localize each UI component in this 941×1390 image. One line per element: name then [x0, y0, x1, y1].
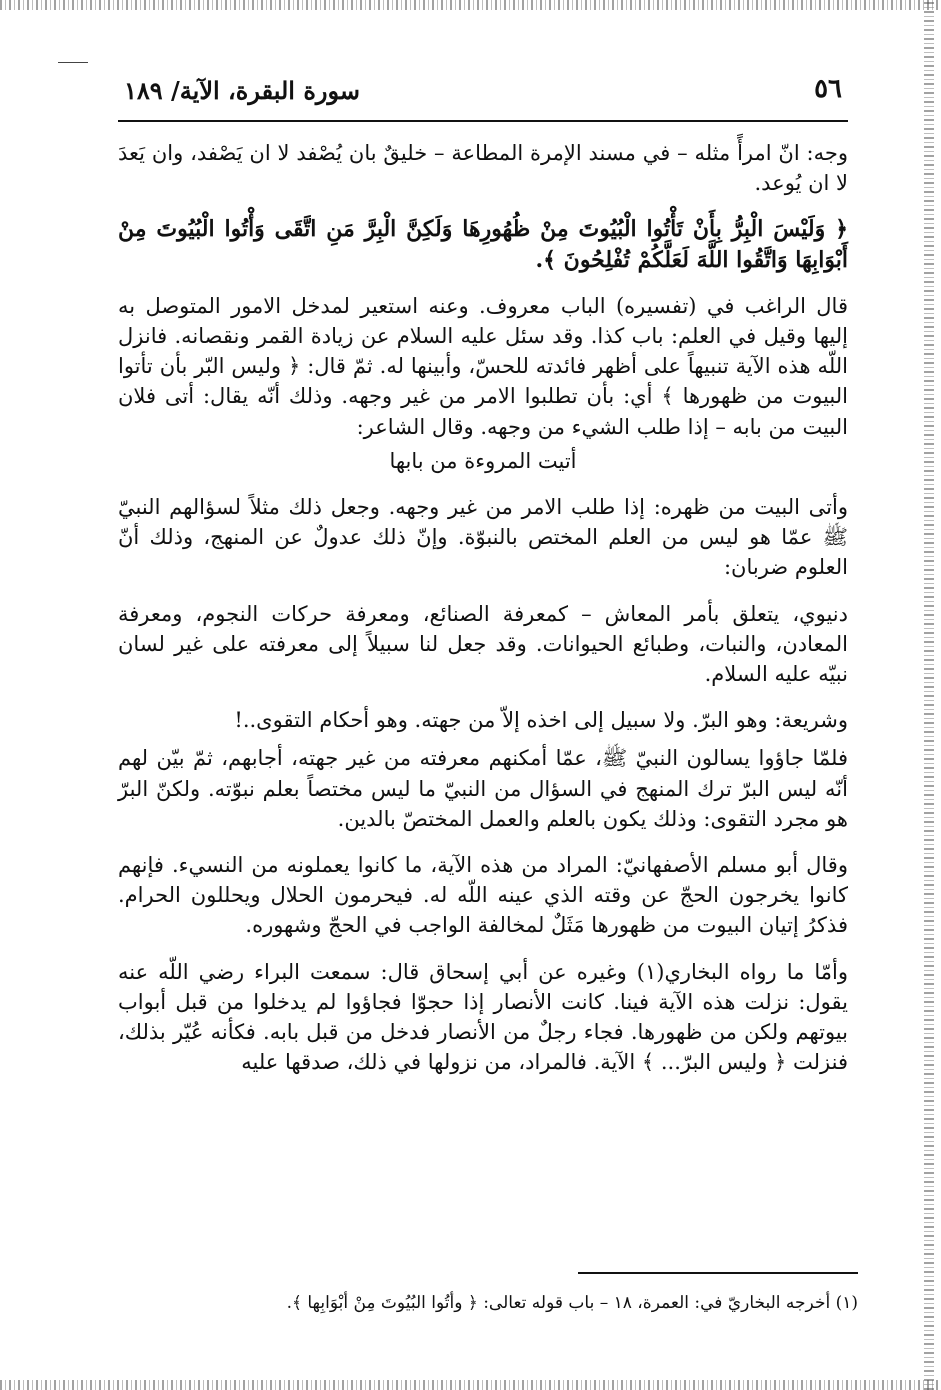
paragraph: دنيوي، يتعلق بأمر المعاش – كمعرفة الصنائع، ومعرفة حركات النجوم، ومعرفة المعادن، والنبات، وطبائع الحيوانات. وقد جعل لنا سبيلاً إلى معرفته على غير لسان نبيّه عليه السلام.: [118, 601, 848, 687]
margin-mark: [58, 62, 88, 63]
paragraph: فلمّا جاؤوا يسالون النبيّ ﷺ، عمّا أمكنهم معرفته من غير جهته، أجابهم، ثمّ بيّن لهم أنّه ليس البرّ ترك المنهج في السؤال من النبيّ ما ليس مختصاً بعلم نبوّته. ولكنّ البرّ هو مجرد التقوى: وذلك يكون بالعلم والعمل المختصّ بالدين.: [118, 746, 848, 831]
page-header: [118, 72, 848, 116]
footnote-divider: [578, 1272, 858, 1274]
paragraph: قال الراغب في (تفسيره) الباب معروف. وعنه استعير لمدخل الامور المتوصل به إليها وقيل في العلم: باب كذا. وقد سئل عليه السلام عن زيادة القمر ونقصانه. فانزل اللّه هذه الآية تنبيهاً على أظهر فائدته للحسّ، وأبينها له. ثمّ قال: ﴿ وليس البّر بأن تأتوا البيوت من ظهورها ﴾ أي: بأن تطلبوا الامر من غير وجهه. وذلك أنّه يقال: أتى فلان البيت من بابه – إذا طلب الشيء من وجهه. وقال الشاعر:: [118, 293, 848, 439]
paragraph: وأتى البيت من ظهره: إذا طلب الامر من غير وجهه. وجعل ذلك مثلاً لسؤالهم النبيّ ﷺ عمّا هو ليس من العلم المختص بالنبوّة. وإنّ ذلك عدولٌ عن المنهج، وذلك أنّ العلوم ضربان:: [118, 495, 848, 580]
paragraph: وأمّا ما رواه البخاري(١) وغيره عن أبي إسحاق قال: سمعت البراء رضي اللّه عنه يقول: نزلت هذه الآية فينا. كانت الأنصار إذا حجوّا فجاؤوا لم يدخلوا من قبل أبواب بيوتهم ولكن من ظهورها. فجاء رجلٌ من الأنصار فدخل من قبل بابه. فكأنه عُيّر بذلك، فنزلت ﴿ وليس البرّ... ﴾ الآية. فالمراد، من نزولها في ذلك، صدقها عليه: [118, 959, 848, 1075]
decorative-border-top: [0, 0, 941, 10]
paragraph: وشريعة: وهو البرّ. ولا سبيل إلى اخذه إلاّ من جهته. وهو أحكام التقوى..!: [234, 708, 848, 733]
footnote: (١) أخرجه البخاريّ في: العمرة، ١٨ – باب قوله تعالى: ﴿ وأتُوا البُيُوتَ مِنْ أبْوَابِها ﴾.: [286, 1293, 858, 1313]
paragraph: وقال أبو مسلم الأصفهانيّ: المراد من هذه الآية، ما كانوا يعملونه من النسيء. فإنهم كانوا يخرجون الحجّ عن وقته الذي عينه اللّه له. فيحرمون الحلال ويحللون الحرام. فذكرُ إتيان البيوت من ظهورها مَثَلٌ لمخالفة الواجب في الحجّ وشهوره.: [118, 853, 848, 938]
decorative-border-right: [924, 0, 934, 1390]
body-text: [118, 138, 848, 1093]
decorative-border-bottom: [0, 1380, 941, 1390]
header-divider: [118, 120, 848, 122]
page-number: ٥٦: [814, 74, 842, 104]
poem-line: أتيت المروءة من بابها: [389, 448, 577, 473]
paragraph: وجه: انّ امرأً مثله – في مسند الإمرة المطاعة – خليقٌ بان يُصْفد لا ان يَصْفد، وان يَعدَ لا ان يُوعد.: [118, 141, 848, 196]
surah-title: سورة البقرة، الآية/ ١٨٩: [124, 76, 361, 105]
quran-verse: ﴿ وَلَيْسَ الْبِرُّ بِأَنْ تَأْتُوا الْبُيُوتَ مِنْ ظُهُورِهَا وَلَكِنَّ الْبِرَّ مَنِ اتَّقَى وَأْتُوا الْبُيُوتَ مِنْ أَبْوَابِهَا وَاتَّقُوا اللَّهَ لَعَلَّكُمْ تُفْلِحُونَ ﴾.: [118, 216, 848, 273]
